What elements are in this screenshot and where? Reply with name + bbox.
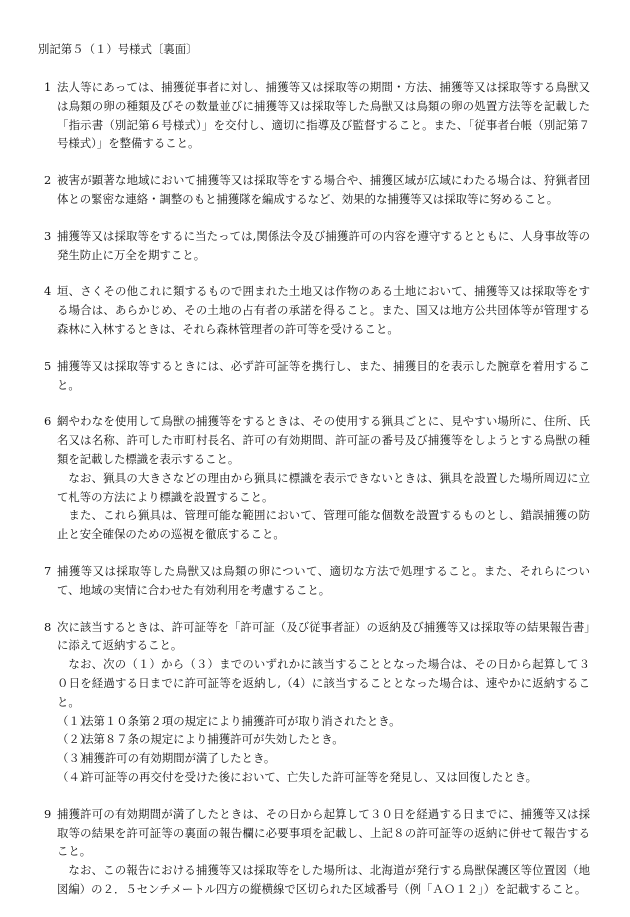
item-paragraph: 次に該当するときは、許可証等を「許可証（及び従事者証）の返納及び捕獲等又は採取等の結果報告書」に添えて返納すること。 <box>57 619 590 653</box>
instruction-item-3 <box>44 227 590 265</box>
item-paragraph: 法人等にあっては、捕獲従事者に対し、捕獲等又は採取等の期間・方法、捕獲等又は採取等する鳥獣又は鳥類の卵の種類及びその数量並びに捕獲等又は採取等した鳥獣又は鳥類の卵の処置方法等を記載した「指示書（別記第６号様式）」を交付し、適切に指導及び監督すること。また、「従事者台帳（別記第７号様式）」を整備すること。 <box>57 80 590 151</box>
item-number: 4 <box>44 284 52 299</box>
item-paragraph: なお、猟具の大きさなどの理由から猟具に標識を表示できないときは、猟具を設置した場所周辺に立て札等の方法により標識を設置すること。 <box>57 470 590 504</box>
sub-item-number: （４） <box>57 769 92 784</box>
instruction-item-7 <box>44 562 590 600</box>
item-number: 1 <box>44 80 52 94</box>
sub-item-number: （３） <box>57 751 92 766</box>
item-number: 2 <box>44 173 52 188</box>
item-paragraph: 垣、さくその他これに類するもので囲まれた土地又は作物のある土地において、捕獲等又は採取等をする場合は、あらかじめ、その土地の占有者の承諾を得ること。また、国又は地方公共団体等が管理する森林に入林するときは、それら森林管理者の許可等を受けること。 <box>57 284 590 336</box>
item-number: 9 <box>44 806 52 821</box>
sub-item-number: （１） <box>57 713 92 728</box>
item-paragraph: 被害が顕著な地域において捕獲等又は採取等をする場合や、捕獲区域が広域にわたる場合は、狩猟者団体との緊密な連絡・調整のもと捕獲隊を編成するなど、効果的な捕獲等又は採取等に努めること。 <box>57 173 590 206</box>
item-number: 5 <box>44 358 52 373</box>
item-paragraph: なお、この報告における捕獲等又は採取等をした場所は、北海道が発行する鳥獣保護区等位置図（地図編）の２．５センチメートル四方の縦横線で区切られた区域番号（例「ＡＯ１２」）を記載すること。 <box>57 863 590 896</box>
instruction-item-5 <box>44 357 590 395</box>
item-number: 7 <box>44 563 52 578</box>
instruction-item-8 <box>44 618 590 787</box>
item-paragraph: 捕獲等又は採取等した鳥獣又は鳥類の卵について、適切な方法で処理すること。また、それらについて、地域の実情に合わせた有効利用を考慮すること。 <box>57 563 590 597</box>
sub-item <box>57 730 590 749</box>
form-title: 別記第５（１）号様式〔裏面〕 <box>38 42 198 56</box>
item-paragraph: 捕獲等又は採取等するときには、必ず許可証等を携行し、また、捕獲目的を表示した腕章を着用すること。 <box>57 358 590 392</box>
sub-item-text: 法第８７条の規定により捕獲許可が失効したとき。 <box>82 732 344 747</box>
instruction-item-9 <box>44 805 590 899</box>
sub-item-text: 許可証等の再交付を受けた後において、亡失した許可証等を発見し、又は回復したとき。 <box>82 769 538 784</box>
sub-item <box>57 712 590 731</box>
item-paragraph: 網やわなを使用して鳥獣の捕獲等をするときは、その使用する猟具ごとに、見やすい場所に、住所、氏名又は名称、許可した市町村長名、許可の有効期間、許可証の番号及び捕獲等をしようとする鳥獣の種類を記載した標識を表示すること。 <box>57 414 590 466</box>
instruction-item-1 <box>44 78 590 153</box>
item-number: 8 <box>44 619 52 634</box>
sub-item <box>57 768 590 787</box>
sub-item-number: （２） <box>57 732 92 747</box>
sub-item <box>57 749 590 768</box>
instruction-item-2 <box>44 171 590 209</box>
item-paragraph: 捕獲許可の有効期間が満了したときは、その日から起算して３０日を経過する日までに、捕獲等又は採取等の結果を許可証等の裏面の報告欄に必要事項を記載し、上記８の許可証等の返納に併せて報告すること。 <box>57 806 590 859</box>
sub-item-text: 法第１０条第２項の規定により捕獲許可が取り消されたとき。 <box>82 713 401 728</box>
sub-item-text: 捕獲許可の有効期間が満了したとき。 <box>82 751 276 766</box>
item-number: 6 <box>44 414 52 429</box>
item-paragraph: 捕獲等又は採取等をするに当たっては,関係法令及び捕獲許可の内容を遵守するとともに、人身事故等の発生防止に万全を期すこと。 <box>57 228 590 262</box>
instruction-list <box>44 78 590 917</box>
instruction-item-6 <box>44 412 590 544</box>
item-paragraph: なお、次の（１）から（３）までのいずれかに該当することとなった場合は、その日から起算して３０日を経過する日までに許可証等を返納し,（4）に該当することとなった場合は、速やかに返納すること。 <box>57 657 590 709</box>
item-number: 3 <box>44 228 52 243</box>
item-paragraph: また、これら猟具は、管理可能な範囲において、管理可能な個数を設置するものとし、錯誤捕獲の防止と安全確保のための巡視を徹底すること。 <box>57 508 590 542</box>
instruction-item-4 <box>44 282 590 338</box>
